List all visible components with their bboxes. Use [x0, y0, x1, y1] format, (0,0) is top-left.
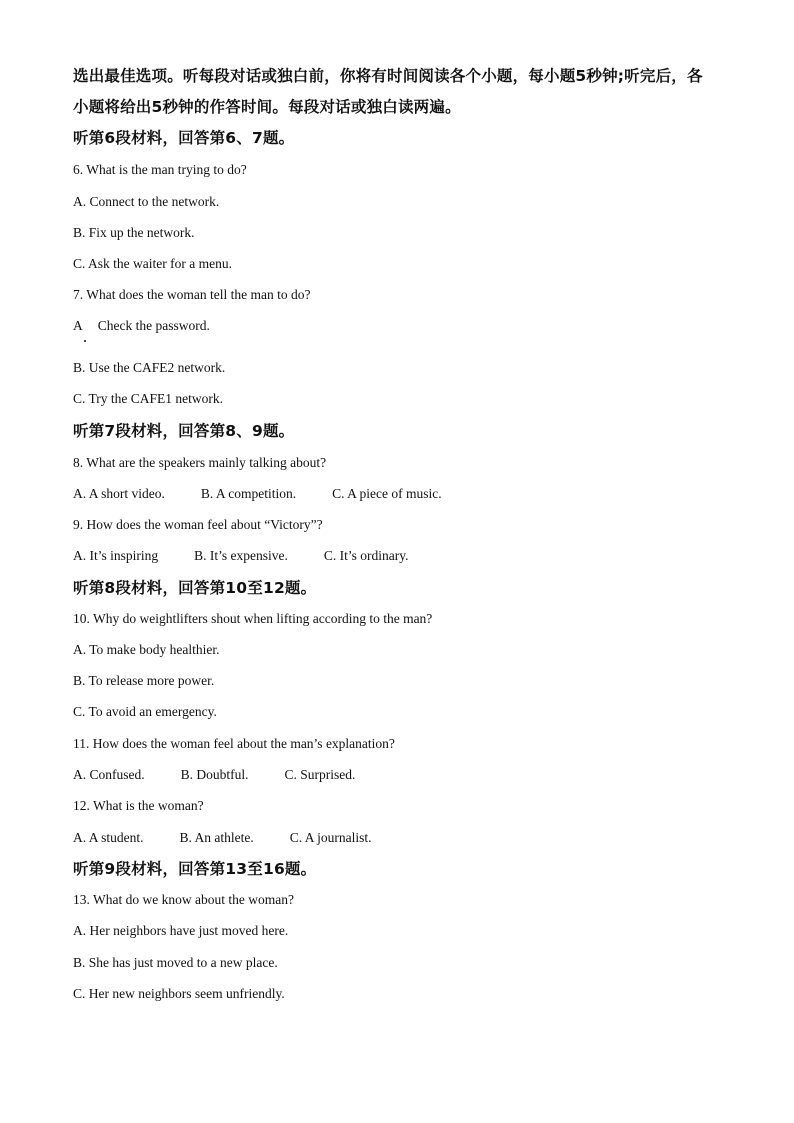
- question-7-option-b: B. Use the CAFE2 network.: [73, 360, 226, 375]
- question-13-option-c: C. Her new neighbors seem unfriendly.: [73, 986, 285, 1001]
- section-header-9: 听第9段材料，回答第13至16题。: [73, 860, 317, 878]
- option-b: B. A competition.: [200, 486, 297, 501]
- question-13-option-b: B. She has just moved to a new place.: [73, 955, 278, 970]
- question-7-stem: 7. What does the woman tell the man to do?: [73, 287, 311, 302]
- option-a: A. A short video.: [73, 486, 165, 501]
- option-a-text: Check the password.: [97, 318, 210, 333]
- option-b: B. Doubtful.: [180, 767, 249, 782]
- option-b: B. An athlete.: [179, 830, 254, 845]
- section-header-8: 听第8段材料，回答第10至12题。: [73, 579, 317, 597]
- question-13-stem: 13. What do we know about the woman?: [73, 892, 294, 907]
- option-c: C. Surprised.: [284, 767, 356, 782]
- option-c: C. A piece of music.: [332, 486, 442, 501]
- question-12-stem: 12. What is the woman?: [73, 798, 204, 813]
- option-a: A. Confused.: [73, 767, 145, 782]
- question-11-options: [73, 767, 355, 783]
- question-9-stem: 9. How does the woman feel about “Victory”?: [73, 517, 323, 532]
- instructions-line-2: 小题将给出5秒钟的作答时间。每段对话或独白读两遍。: [73, 98, 461, 116]
- question-10-option-b: B. To release more power.: [73, 673, 215, 688]
- option-b: B. It’s expensive.: [194, 548, 288, 563]
- option-a: A. It’s inspiring: [73, 548, 159, 563]
- option-a-letter: A: [73, 318, 83, 333]
- option-c: C. It’s ordinary.: [323, 548, 409, 563]
- question-6-stem: 6. What is the man trying to do?: [73, 162, 247, 177]
- question-8-stem: 8. What are the speakers mainly talking about?: [73, 455, 327, 470]
- question-6-option-b: B. Fix up the network.: [73, 225, 195, 240]
- question-11-stem: 11. How does the woman feel about the man’s explanation?: [73, 736, 395, 751]
- question-7-option-c: C. Try the CAFE1 network.: [73, 391, 224, 406]
- question-12-options: [73, 830, 372, 846]
- question-7-option-a: [73, 318, 210, 334]
- instructions-line-1: 选出最佳选项。听每段对话或独白前，你将有时间阅读各个小题，每小题5秒钟;听完后，各: [73, 67, 703, 85]
- question-10-option-c: C. To avoid an emergency.: [73, 704, 217, 719]
- section-header-7: 听第7段材料，回答第8、9题。: [73, 422, 295, 440]
- question-10-stem: 10. Why do weightlifters shout when lifting according to the man?: [73, 611, 433, 626]
- section-header-6: 听第6段材料，回答第6、7题。: [73, 129, 295, 147]
- question-6-option-a: A. Connect to the network.: [73, 194, 220, 209]
- question-6-option-c: C. Ask the waiter for a menu.: [73, 256, 232, 271]
- question-8-options: [73, 486, 442, 502]
- stray-dot: [84, 340, 86, 342]
- option-c: C. A journalist.: [289, 830, 372, 845]
- question-10-option-a: A. To make body healthier.: [73, 642, 220, 657]
- question-9-options: [73, 548, 409, 564]
- option-a: A. A student.: [73, 830, 144, 845]
- question-13-option-a: A. Her neighbors have just moved here.: [73, 923, 289, 938]
